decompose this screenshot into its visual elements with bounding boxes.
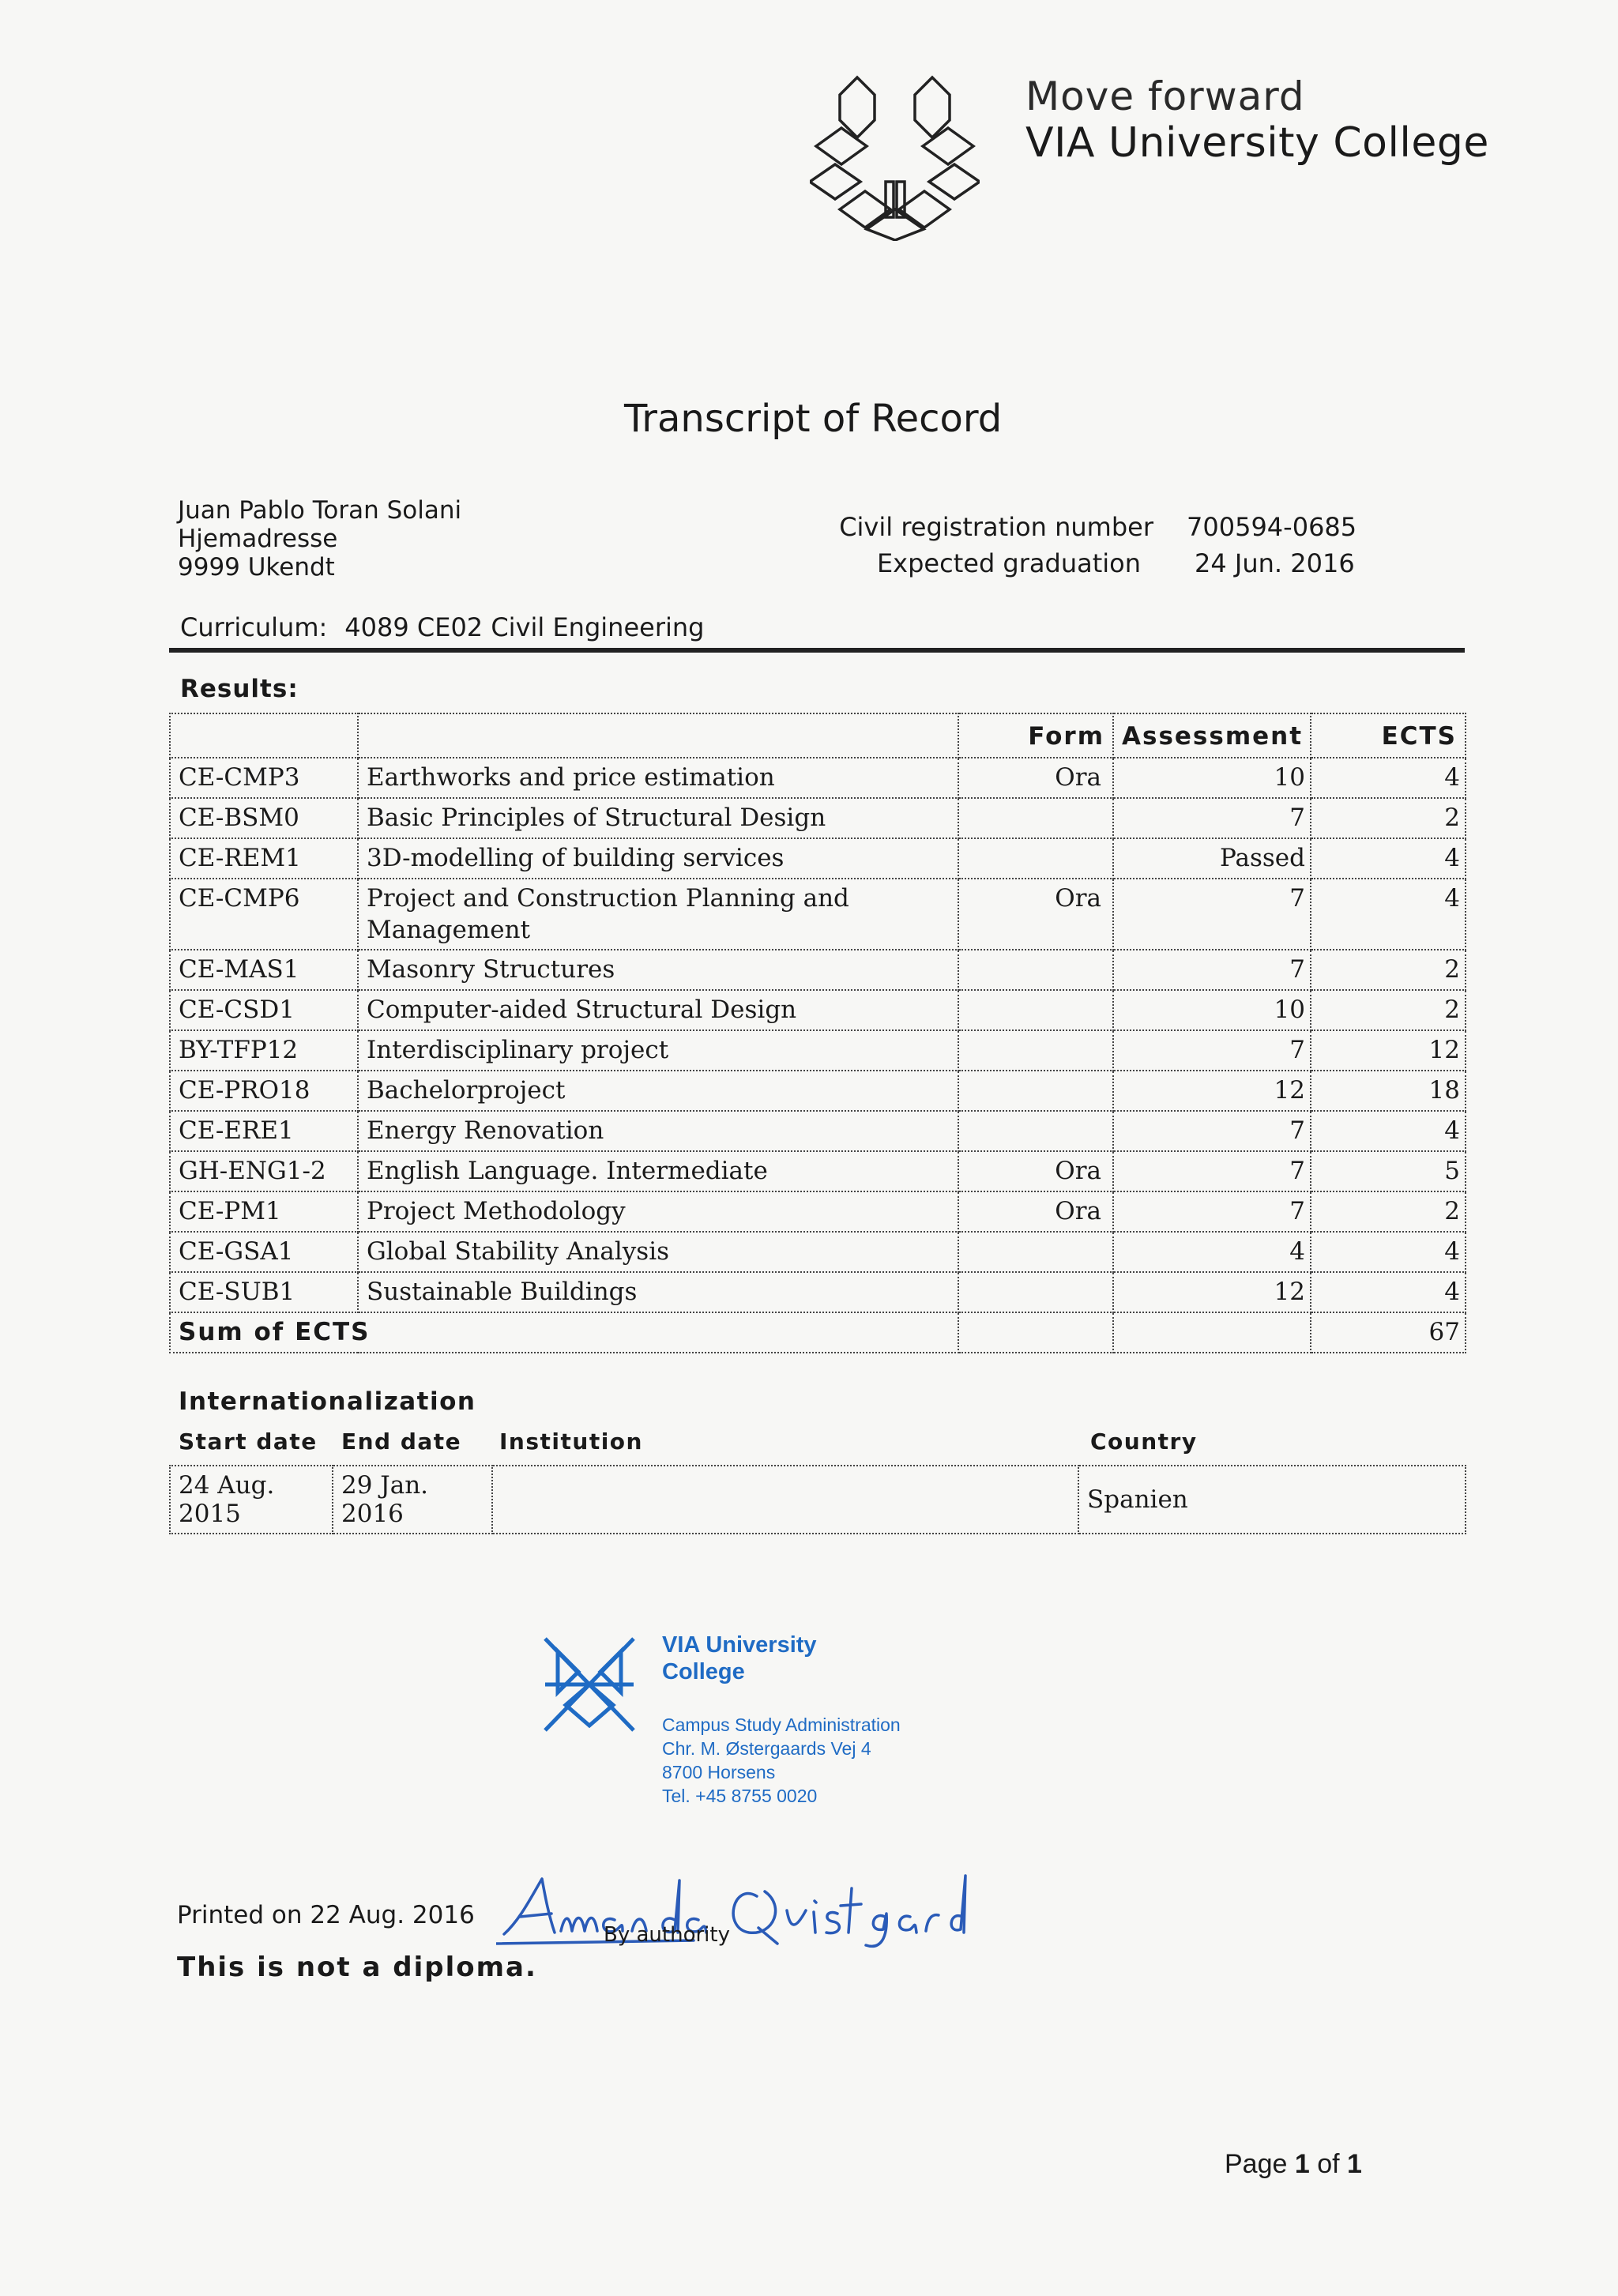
- course-title: Project Methodology: [358, 1191, 958, 1232]
- assessment-grade: 4: [1113, 1232, 1311, 1272]
- column-header-end-date: End date: [341, 1428, 462, 1455]
- stamp-city: 8700 Horsens: [662, 1762, 776, 1782]
- table-row: [170, 1030, 1466, 1071]
- course-code: CE-REM1: [170, 838, 358, 879]
- column-header-assessment: Assessment: [1113, 713, 1311, 758]
- expected-graduation-value: 24 Jun. 2016: [1195, 548, 1355, 578]
- column-header-ects: ECTS: [1311, 713, 1466, 758]
- table-row: [170, 990, 1466, 1030]
- assessment-form: [958, 1111, 1113, 1151]
- table-row: [170, 1071, 1466, 1111]
- assessment-grade: 10: [1113, 758, 1311, 798]
- course-title: Bachelorproject: [358, 1071, 958, 1111]
- table-row: [170, 1111, 1466, 1151]
- ects-credits: 4: [1311, 879, 1466, 950]
- document-title: Transcript of Record: [624, 397, 1003, 441]
- column-header-start-date: Start date: [179, 1428, 318, 1455]
- internationalization-table: [169, 1465, 1466, 1534]
- course-code: CE-GSA1: [170, 1232, 358, 1272]
- assessment-grade: Passed: [1113, 838, 1311, 879]
- via-logo-icon: [810, 71, 980, 241]
- table-row: [170, 838, 1466, 879]
- column-header-form: Form: [958, 713, 1113, 758]
- results-table: [169, 713, 1466, 1353]
- course-code: CE-PRO18: [170, 1071, 358, 1111]
- ects-credits: 4: [1311, 1272, 1466, 1312]
- curriculum-label: Curriculum:: [180, 612, 328, 642]
- results-body: [170, 758, 1466, 1353]
- assessment-grade: 7: [1113, 1191, 1311, 1232]
- stamp-street: Chr. M. Østergaards Vej 4: [662, 1738, 871, 1759]
- assessment-form: Ora: [958, 1191, 1113, 1232]
- table-row: [170, 1466, 1466, 1534]
- assessment-form: [958, 1272, 1113, 1312]
- sum-row: [170, 1312, 1466, 1353]
- tagline: Move forward: [1025, 73, 1305, 119]
- table-row: [170, 1151, 1466, 1191]
- student-address-line2: 9999 Ukendt: [178, 553, 335, 582]
- course-title: Project and Construction Planning and Management: [358, 879, 958, 950]
- sum-form-empty: [958, 1312, 1113, 1353]
- assessment-form: [958, 798, 1113, 838]
- ects-credits: 2: [1311, 950, 1466, 990]
- ects-credits: 2: [1311, 990, 1466, 1030]
- assessment-form: Ora: [958, 879, 1113, 950]
- course-code: BY-TFP12: [170, 1030, 358, 1071]
- by-authority-label: By authority: [604, 1923, 730, 1947]
- divider-rule: [169, 648, 1465, 653]
- assessment-form: [958, 990, 1113, 1030]
- curriculum-value: 4089 CE02 Civil Engineering: [344, 612, 705, 642]
- internationalization-heading: Internationalization: [179, 1387, 476, 1416]
- college-name: VIA University College: [1025, 119, 1489, 167]
- table-row: [170, 1191, 1466, 1232]
- table-row: [170, 879, 1466, 950]
- column-header-country: Country: [1090, 1428, 1198, 1455]
- assessment-grade: 7: [1113, 1111, 1311, 1151]
- assessment-grade: 12: [1113, 1272, 1311, 1312]
- course-title: Global Stability Analysis: [358, 1232, 958, 1272]
- column-header-code: [170, 713, 358, 758]
- results-heading: Results:: [180, 675, 299, 703]
- course-code: CE-ERE1: [170, 1111, 358, 1151]
- page-of: of: [1317, 2149, 1340, 2179]
- course-code: GH-ENG1-2: [170, 1151, 358, 1191]
- country: Spanien: [1078, 1466, 1466, 1534]
- student-address-line1: Hjemadresse: [178, 525, 338, 553]
- sum-value: 67: [1311, 1312, 1466, 1353]
- ects-credits: 4: [1311, 1111, 1466, 1151]
- assessment-form: [958, 1030, 1113, 1071]
- stamp-department: Campus Study Administration: [662, 1714, 901, 1735]
- civil-registration-label: Civil registration number: [839, 512, 1153, 542]
- course-title: Sustainable Buildings: [358, 1272, 958, 1312]
- printed-date: Printed on 22 Aug. 2016: [177, 1901, 475, 1929]
- ects-credits: 2: [1311, 798, 1466, 838]
- assessment-grade: 10: [1113, 990, 1311, 1030]
- column-header-institution: Institution: [499, 1428, 643, 1455]
- course-title: Energy Renovation: [358, 1111, 958, 1151]
- assessment-grade: 7: [1113, 1151, 1311, 1191]
- stamp-phone: Tel. +45 8755 0020: [662, 1786, 818, 1806]
- ects-credits: 4: [1311, 758, 1466, 798]
- page-prefix: Page: [1225, 2149, 1288, 2179]
- course-title: Interdisciplinary project: [358, 1030, 958, 1071]
- table-row: [170, 1272, 1466, 1312]
- assessment-form: [958, 1232, 1113, 1272]
- course-title: English Language. Intermediate: [358, 1151, 958, 1191]
- assessment-form: [958, 838, 1113, 879]
- ects-credits: 5: [1311, 1151, 1466, 1191]
- course-title: Basic Principles of Structural Design: [358, 798, 958, 838]
- course-title: 3D-modelling of building services: [358, 838, 958, 879]
- assessment-form: Ora: [958, 1151, 1113, 1191]
- course-title: Computer-aided Structural Design: [358, 990, 958, 1030]
- course-title: Masonry Structures: [358, 950, 958, 990]
- expected-graduation-label: Expected graduation: [876, 548, 1141, 578]
- course-code: CE-CSD1: [170, 990, 358, 1030]
- end-date: 29 Jan. 2016: [333, 1466, 492, 1534]
- sum-label: Sum of ECTS: [170, 1312, 958, 1353]
- course-code: CE-BSM0: [170, 798, 358, 838]
- page-number: [1225, 2149, 1362, 2180]
- column-header-course: [358, 713, 958, 758]
- table-row: [170, 758, 1466, 798]
- assessment-form: [958, 950, 1113, 990]
- stamp-college-name-line1: VIA University: [662, 1632, 817, 1658]
- assessment-grade: 7: [1113, 950, 1311, 990]
- ects-credits: 18: [1311, 1071, 1466, 1111]
- disclaimer: This is not a diploma.: [177, 1952, 537, 1983]
- course-code: CE-CMP6: [170, 879, 358, 950]
- institution: [492, 1466, 1078, 1534]
- student-name: Juan Pablo Toran Solani: [178, 496, 462, 525]
- assessment-form: Ora: [958, 758, 1113, 798]
- page-current: 1: [1294, 2149, 1310, 2179]
- assessment-grade: 7: [1113, 1030, 1311, 1071]
- assessment-form: [958, 1071, 1113, 1111]
- start-date: 24 Aug. 2015: [170, 1466, 333, 1534]
- assessment-grade: 7: [1113, 879, 1311, 950]
- signature: [496, 1865, 970, 1952]
- sum-assessment-empty: [1113, 1312, 1311, 1353]
- page-total: 1: [1347, 2149, 1362, 2179]
- course-code: CE-CMP3: [170, 758, 358, 798]
- table-row: [170, 798, 1466, 838]
- results-header-row: [170, 713, 1466, 758]
- assessment-grade: 12: [1113, 1071, 1311, 1111]
- stamp-college-name-line2: College: [662, 1659, 745, 1684]
- civil-registration-value: 700594-0685: [1187, 512, 1357, 542]
- curriculum: [180, 612, 704, 642]
- ects-credits: 12: [1311, 1030, 1466, 1071]
- table-row: [170, 950, 1466, 990]
- course-code: CE-MAS1: [170, 950, 358, 990]
- assessment-grade: 7: [1113, 798, 1311, 838]
- ects-credits: 2: [1311, 1191, 1466, 1232]
- course-code: CE-PM1: [170, 1191, 358, 1232]
- ects-credits: 4: [1311, 1232, 1466, 1272]
- course-title: Earthworks and price estimation: [358, 758, 958, 798]
- ects-credits: 4: [1311, 838, 1466, 879]
- course-code: CE-SUB1: [170, 1272, 358, 1312]
- table-row: [170, 1232, 1466, 1272]
- via-stamp-logo-icon: [542, 1634, 637, 1735]
